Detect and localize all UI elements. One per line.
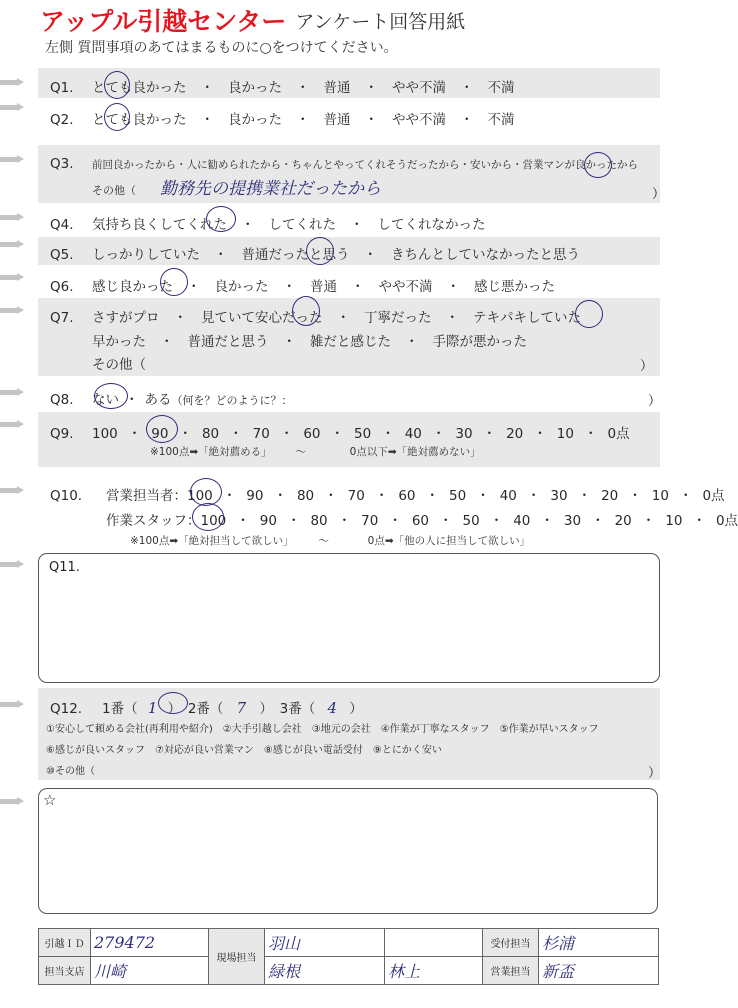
q3-handwritten-answer[interactable]: 勤務先の提携業社だったから [160,179,381,199]
q10-staff-score[interactable]: 40 [513,513,531,529]
q1-option[interactable]: やや不満 [392,80,446,96]
q9-score[interactable]: 30 [455,426,473,442]
answer-circle [146,415,178,443]
site-staff-name: 林上 [388,962,421,981]
q12-options-line1: ①安心して頼める会社(再利用や紹介) ②大手引越し会社 ③地元の会社 ④作業が丁寧なスタッフ ⑤作業が早いスタッフ [46,724,599,735]
q10-staff-label: 作業スタッフ： [106,513,201,529]
margin-arrow-icon [0,306,24,315]
q9-score[interactable]: 70 [252,426,270,442]
q9-score[interactable]: 60 [303,426,321,442]
q10-staff-score[interactable]: 30 [563,513,582,529]
q2-option[interactable]: とても良かった [92,112,187,128]
q11-free-text-box[interactable] [38,553,660,683]
q10-staff-score[interactable]: 80 [310,513,328,529]
q10-number: Q10. [50,488,83,504]
q5-option[interactable]: きちんとしていなかったと思う [391,247,580,263]
q1-row: Q1. とても良かった ・ 良かった ・ 普通 ・ やや不満 ・ 不満 [50,80,515,96]
q10-sales-score[interactable]: 70 [347,488,365,504]
q9-score[interactable]: 100 [92,426,118,442]
q10-sales-row: Q10. 営業担当者：100 ・ 90 ・ 80 ・ 70 ・ 60 ・ 50 ・ 40 ・ 30 ・ 20 ・ 10 ・ 0点 [50,488,725,504]
q10-staff-score[interactable]: 50 [462,513,480,529]
site-staff-cell [385,957,483,985]
q10-sales-score[interactable]: 90 [246,488,264,504]
q12-number: Q12. [50,701,83,717]
q10-staff-score[interactable]: 70 [361,513,379,529]
q12-rank1-value[interactable]: 1 [147,699,158,717]
site-staff-cell [265,929,385,957]
star-icon: ☆ [43,791,57,809]
q12-rank3-label: ） 3番（ [259,701,316,717]
q5-option[interactable]: しっかりしていた [92,247,200,263]
answer-circle [206,206,236,232]
margin-arrow-icon [0,388,24,397]
q12-rank2-value[interactable]: 7 [236,699,247,717]
q5-row: Q5. しっかりしていた ・ 普通だったと思う ・ きちんとしていなかったと思う [50,247,580,263]
q6-option[interactable]: やや不満 [378,279,433,295]
q10-sales-score[interactable]: 20 [601,488,619,504]
q8-close: ） [648,394,662,409]
q10-staff-score[interactable]: 0点 [715,513,738,529]
brand-title: アップル引越センター [40,7,287,36]
site-staff-name: 緑根 [268,962,301,981]
margin-arrow-icon [0,273,24,282]
q9-score[interactable]: 0点 [607,426,630,442]
q2-number: Q2. [50,112,74,128]
q10-staff-score[interactable]: 10 [665,513,683,529]
q2-option[interactable]: 良かった [228,112,282,128]
q7-option[interactable]: テキパキしていた [473,310,581,326]
q10-staff-score[interactable]: 20 [614,513,632,529]
branch-value: 川崎 [94,962,127,981]
q3-other-close: ） [652,187,666,202]
q7-row2: 早かった ・ 普通だと思う ・ 雑だと感じた ・ 手際が悪かった [92,334,527,350]
q12-rank1-label: 1番（ [102,701,138,717]
q7-option[interactable]: 見ていて安心だった [201,310,323,326]
q10-sales-label: 営業担当者： [106,488,187,504]
margin-arrow-icon [0,420,24,429]
q11-number: Q11. [49,560,80,575]
sales-value: 新盃 [542,962,575,981]
q10-note-mid: 〜 [318,535,329,547]
q7-row1: Q7. さすがプロ ・ 見ていて安心だった ・ 丁寧だった ・ テキパキしていた [50,310,581,326]
move-id-label: 引越ＩＤ [39,929,91,957]
q10-sales-score[interactable]: 50 [449,488,467,504]
q6-option[interactable]: 感じ良かった [92,279,173,295]
q7-number: Q7. [50,310,74,326]
form-subtitle: アンケート回答用紙 [295,10,466,33]
q5-option[interactable]: 普通だったと思う [241,247,350,263]
q6-option[interactable]: 普通 [310,279,337,295]
move-id-value: 279472 [94,933,156,952]
q10-sales-score[interactable]: 60 [398,488,416,504]
q7-option[interactable]: 手際が悪かった [432,334,527,350]
margin-arrow-icon [0,103,24,112]
q7-option[interactable]: 丁寧だった [364,310,432,326]
answer-circle [306,237,334,265]
form-header [40,2,465,34]
q10-sales-score[interactable]: 100 [187,488,213,504]
q9-score[interactable]: 90 [151,426,169,442]
site-staff-label: 現場担当 [209,929,265,985]
q3-number: Q3. [50,156,74,172]
q12-rank3-value[interactable]: 4 [327,699,338,717]
q10-note [130,533,530,548]
answer-circle [575,300,603,328]
q9-score[interactable]: 10 [556,426,574,442]
q10-sales-score[interactable]: 0点 [702,488,725,504]
q4-number: Q4. [50,217,74,233]
q9-number: Q9. [50,426,74,442]
q1-option[interactable]: 普通 [323,80,351,96]
site-staff-name: 羽山 [268,934,301,953]
sales-label: 営業担当 [483,957,539,985]
q10-staff-score[interactable]: 90 [259,513,277,529]
q9-note-right: 0点以下➡「絶対薦めない」 [349,446,481,458]
q6-option[interactable]: 良かった [214,279,269,295]
q3-row [50,156,638,172]
q1-option[interactable]: 不満 [487,80,515,96]
q3-options[interactable]: 前回良かったから・人に勧められたから・ちゃんとやってくれそうだったから・安いから・営業マンが良かったから [92,159,638,171]
q6-row: Q6. 感じ良かった ・ 良かった ・ 普通 ・ やや不満 ・ 感じ悪かった [50,279,555,295]
q7-other-label: その他（ [92,357,146,373]
margin-arrow-icon [0,213,24,222]
q9-score[interactable]: 40 [404,426,422,442]
q10-note-left: ※100点➡「絶対担当して欲しい」 [130,535,294,547]
comment-box[interactable] [38,788,658,914]
q8-option-none[interactable]: ない [92,392,119,408]
q4-row: Q4. 気持ち良くしてくれた ・ してくれた ・ してくれなかった [50,217,486,233]
q1-option[interactable]: とても良かった [92,80,187,96]
q1-option[interactable]: 良かった [228,80,282,96]
q9-note-left: ※100点➡「絶対薦める」 [150,446,272,458]
q10-note-right: 0点➡「他の人に担当して欲しい」 [367,535,531,547]
answer-circle [104,103,130,131]
move-id-cell [91,929,209,957]
q3-other-label: その他（ [92,184,136,197]
q9-score[interactable]: 80 [201,426,220,442]
q2-row: Q2. とても良かった ・ 良かった ・ 普通 ・ やや不満 ・ 不満 [50,112,515,128]
answer-circle [160,268,188,296]
q7-other [92,353,146,373]
q6-option[interactable]: 感じ悪かった [474,279,555,295]
q10-sales-score[interactable]: 40 [499,488,517,504]
q8-prompt: （何を？どのように？： [171,394,293,407]
office-use-table [38,928,659,985]
answer-circle [104,71,130,99]
q8-option-yes[interactable]: ある [144,392,172,408]
q12-rank2-label: ） 2番（ [167,701,224,717]
q9-score[interactable]: 50 [354,426,372,442]
answer-circle [94,383,128,409]
answer-circle [192,503,224,531]
q10-staff-score[interactable]: 60 [411,513,430,529]
instruction-text: 左側 質問事項のあてはまるものに○をつけてください。 [45,40,398,56]
margin-arrow-icon [0,240,24,249]
q7-option[interactable]: 早かった [92,334,146,350]
q10-sales-score[interactable]: 30 [550,488,568,504]
q8-row: Q8. ない ・ ある（何を？どのように？： [50,392,293,408]
q4-option[interactable]: してくれた [268,217,336,233]
q7-option[interactable]: さすがプロ [92,310,160,326]
q9-note [150,444,481,459]
q4-option[interactable]: してくれなかった [377,217,486,233]
q9-row: Q9. 100 ・ 90 ・ 80 ・ 70 ・ 60 ・ 50 ・ 40 ・ 30 ・ 20 ・ 10 ・ 0点 [50,426,630,442]
q12-options-line2: ⑥感じが良いスタッフ ⑦対応が良い営業マン ⑧感じが良い電話受付 ⑨とにかく安い [46,745,442,756]
q10-staff-score[interactable]: 100 [200,513,227,529]
margin-arrow-icon [0,155,24,164]
answer-circle [158,692,188,714]
margin-arrow-icon [0,560,24,569]
margin-arrow-icon [0,78,24,87]
q12-other-close: ） [648,766,662,781]
site-staff-cell [265,957,385,985]
margin-arrow-icon [0,700,24,709]
site-staff-cell [385,929,483,957]
reception-label: 受付担当 [483,929,539,957]
branch-label: 担当支店 [39,957,91,985]
q12-rank-row [50,697,363,717]
q1-number: Q1. [50,80,74,96]
reception-value: 杉浦 [542,934,575,953]
q9-score[interactable]: 20 [506,426,524,442]
q12-rank-close: ） [349,701,363,717]
q4-option[interactable]: 気持ち良くしてくれた [92,217,227,233]
q7-other-close: ） [640,359,654,374]
margin-arrow-icon [0,797,24,806]
q9-note-mid: 〜 [295,446,306,458]
q2-option[interactable]: やや不満 [392,112,446,128]
q2-option[interactable]: 普通 [323,112,351,128]
margin-arrow-icon [0,486,24,495]
q10-staff-row: 作業スタッフ：100 ・ 90 ・ 80 ・ 70 ・ 60 ・ 50 ・ 40 ・ 30 ・ 20 ・ 10 ・ 0点 [106,513,738,529]
answer-circle [292,296,320,326]
q8-number: Q8. [50,392,74,408]
q10-sales-score[interactable]: 10 [651,488,669,504]
reception-cell [539,929,659,957]
q12-options-line3: ⑩その他（ [46,766,95,777]
q5-number: Q5. [50,247,74,263]
answer-circle [584,152,612,178]
q2-option[interactable]: 不満 [487,112,515,128]
sales-cell [539,957,659,985]
answer-circle [190,478,222,506]
q7-option[interactable]: 普通だと思う [187,334,269,350]
branch-cell [91,957,209,985]
q6-number: Q6. [50,279,74,295]
q7-option[interactable]: 雑だと感じた [310,334,391,350]
q3-other [92,182,136,198]
q10-sales-score[interactable]: 80 [296,488,315,504]
